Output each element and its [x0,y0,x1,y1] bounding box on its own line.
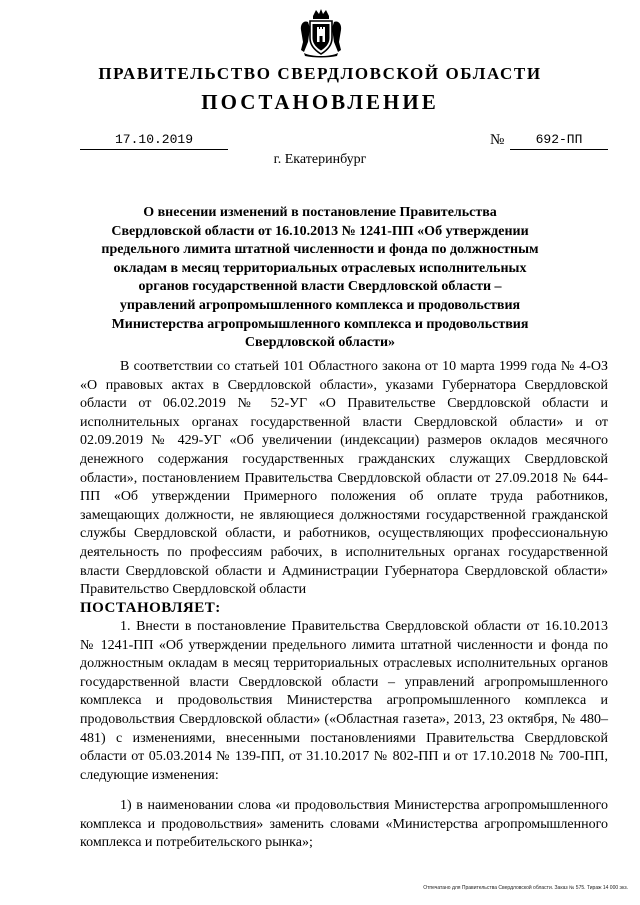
document-city: г. Екатеринбург [273,152,367,167]
print-note: Отпечатано для Правительства Свердловской области. Заказ № 575. Тираж 14 000 экз. [423,885,628,891]
number-sign: № [490,132,505,148]
item-1-1-paragraph: 1) в наименовании слова «и продовольствия Министерства агропромышленного комплекса и продовольствия» заменить словами «Министерства агропромышленного комплекса и потребительского рынка»; [80,798,608,851]
government-name: ПРАВИТЕЛЬСТВО СВЕРДЛОВСКОЙ ОБЛАСТИ [98,64,542,83]
document-title: О внесении изменений в постановление Правительства Свердловской области от 16.10.2013 № 1241-ПП «Об утверждении предельного лимита штатной численности и фонда по должностным окладам в месяц территориальных отраслевых исполнительных органов государственной власти Свердловской области – управлений агропромышленного комплекса и продовольствия Министерства агропромышленного комплекса и продовольствия Свердловской области» [101,205,539,351]
document-type: ПОСТАНОВЛЕНИЕ [201,90,439,114]
resolves-heading: ПОСТАНОВЛЯЕТ: [80,600,221,616]
document-date: 17.10.2019 [80,132,228,150]
document-number: 692-ПП [510,132,608,150]
preamble-paragraph: В соответствии со статьей 101 Областного закона от 10 марта 1999 года № 4-ОЗ «О правовых актах в Свердловской области», указами Губернатора Свердловской области от 06.02.2019 № 52-УГ «О Правительстве Свердловской области и исполнительных органах государственной власти Свердловской области» и от 02.09.2019 № 429-УГ «Об увеличении (индексации) размеров окладов месячного денежного содержания государственных гражданских служащих Свердловской области», постановлением Правительства Свердловской области от 27.09.2018 № 644-ПП «Об утверждении Примерного положения об оплате труда работников, замещающих должности, не являющиеся должностями государственной гражданской службы Свердловской области, и работников, осуществляющих профессиональную деятельность по профессиям рабочих, в исполнительных органах государственной власти Свердловской области и Администрации Губернатора Свердловской области» Правительство Свердловской области [80,359,608,598]
coat-of-arms-icon [298,8,344,58]
item-1-paragraph: 1. Внести в постановление Правительства Свердловской области от 16.10.2013 № 1241-ПП «Об утверждении предельного лимита штатной численности и фонда по должностным окладам в месяц территориальных отраслевых исполнительных органов государственной власти Свердловской области – управлений агропромышленного комплекса и продовольствия Министерства агропромышленного комплекса и продовольствия Свердловской области» («Областная газета», 2013, 23 октября, № 480–481) с изменениями, внесенными постановлениями Правительства Свердловской области от 05.03.2014 № 139-ПП, от 31.10.2017 № 802-ПП и от 17.10.2018 № 700-ПП, следующие изменения: [80,619,608,783]
